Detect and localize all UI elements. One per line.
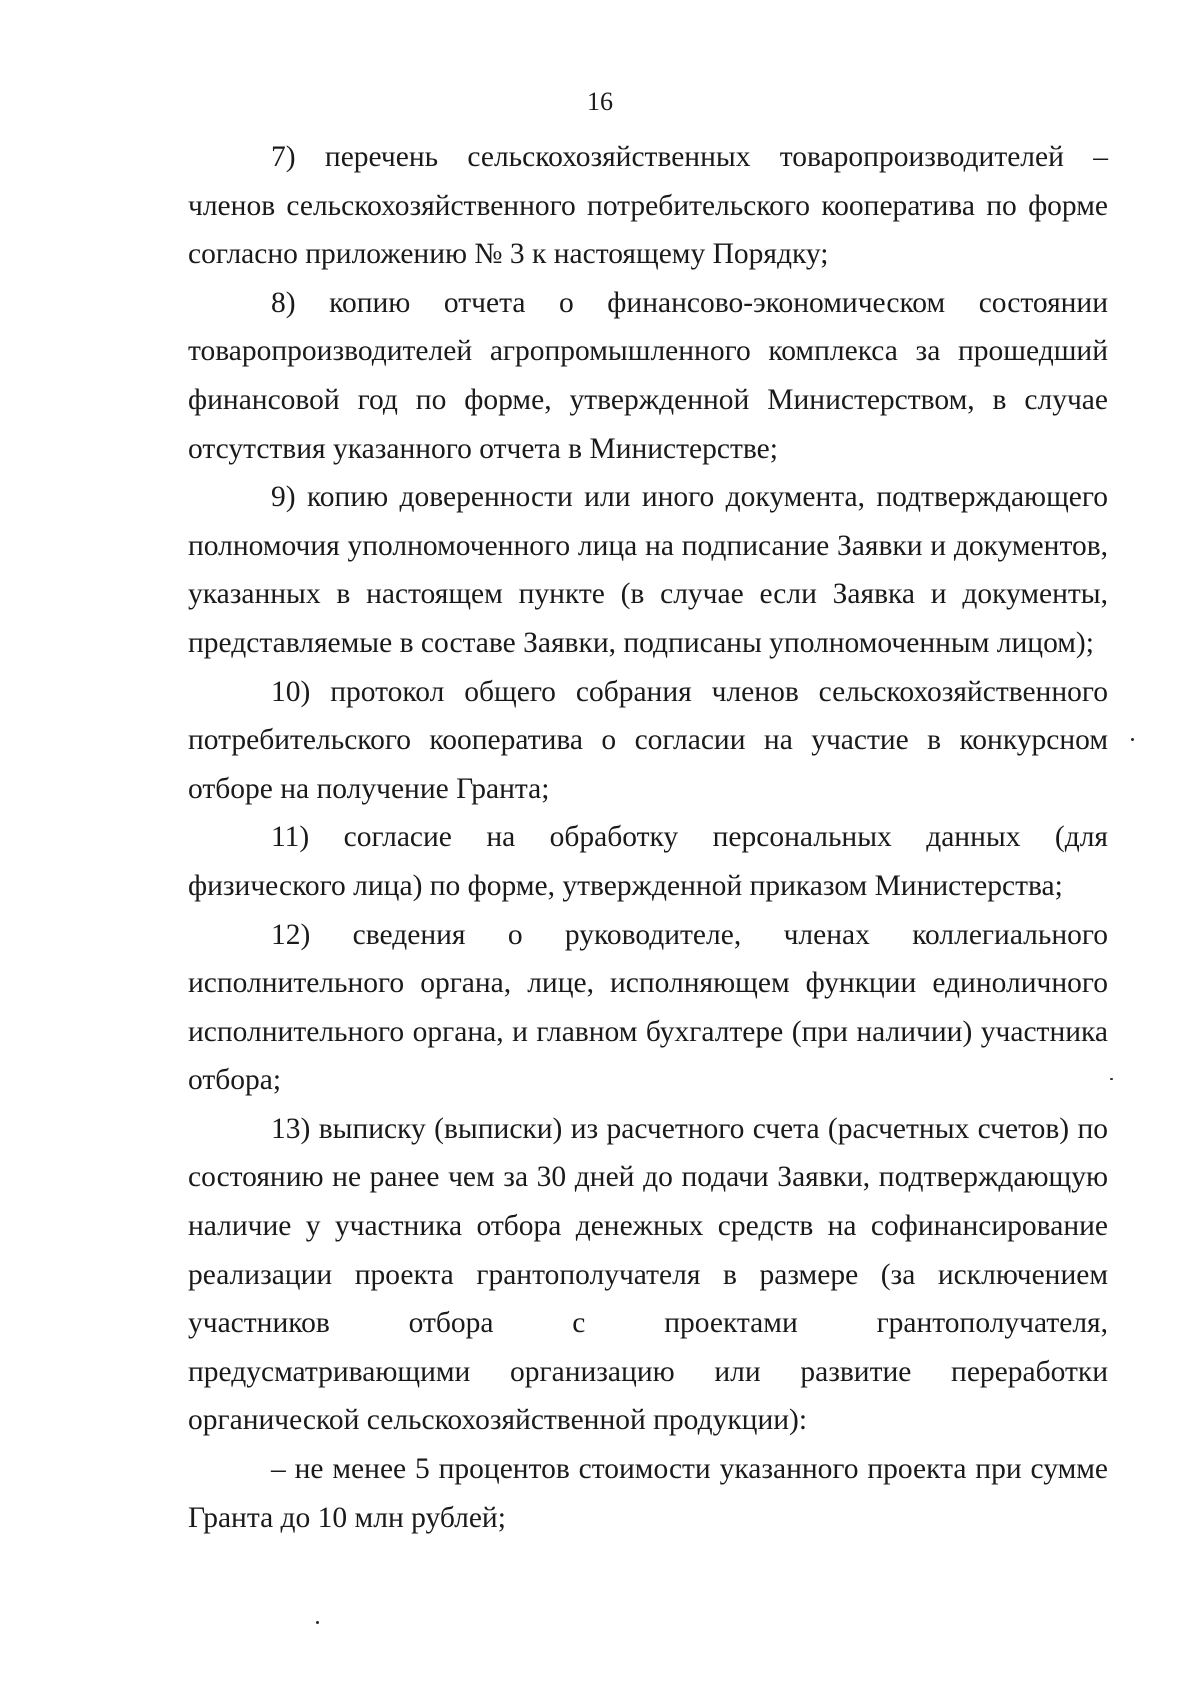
- paragraph-item-12: 12) сведения о руководителе, членах коллегиального исполнительного органа, лице, исполняющем функции единоличного исполнительного органа, и главном бухгалтере (при наличии) участника отбора;: [188, 918, 1108, 1097]
- scan-speck: [316, 1621, 319, 1624]
- paragraph-item-7: 7) перечень сельскохозяйственных товаропроизводителей – членов сельскохозяйственного потребительского кооператива по форме согласно приложению № 3 к настоящему Порядку;: [188, 141, 1108, 271]
- scan-speck: [1131, 738, 1134, 741]
- paragraph-item-13: 13) выписку (выписки) из расчетного счета (расчетных счетов) по состоянию не ранее чем за 30 дней до подачи Заявки, подтверждающую наличие у участника отбора денежных средств на софинансирование реализации проекта грантополучателя в размере (за исключением участников отбора с проектами грантополучателя, предусматривающими организацию или развитие переработки органической сельскохозяйственной продукции):: [188, 1112, 1108, 1437]
- paragraph-item-8: 8) копию отчета о финансово-экономическом состоянии товаропроизводителей агропромышленного комплекса за прошедший финансовой год по форме, утвержденной Министерством, в случае отсутствия указанного отчета в Министерстве;: [188, 286, 1108, 465]
- paragraph-item-9: 9) копию доверенности или иного документа, подтверждающего полномочия уполномоченного лица на подписание Заявки и документов, указанных в настоящем пункте (в случае если Заявка и документы, представляемые в составе Заявки, подписаны уполномоченным лицом);: [188, 481, 1108, 659]
- page-number: 16: [587, 87, 613, 116]
- document-body: [188, 133, 1108, 1542]
- paragraph-item-11: 11) согласие на обработку персональных данных (для физического лица) по форме, утвержденной приказом Министерства;: [188, 821, 1108, 902]
- paragraph-dash-item: – не менее 5 процентов стоимости указанного проекта при сумме Гранта до 10 млн рублей;: [188, 1453, 1108, 1534]
- paragraph-item-10: 10) протокол общего собрания членов сельскохозяйственного потребительского кооператива о согласии на участие в конкурсном отборе на получение Гранта;: [188, 675, 1108, 805]
- scan-speck: [1110, 1078, 1113, 1080]
